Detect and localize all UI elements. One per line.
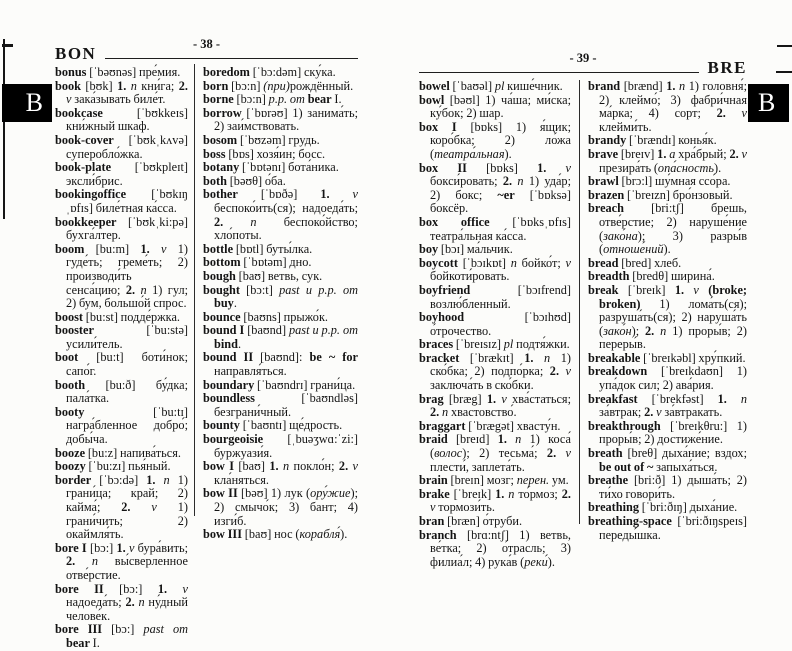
dictionary-entry: brazen [ˈbreɪzn] бро́нзовый. (588, 187, 733, 202)
dictionary-entry: boss [bɒs] хозя́ин; босс. (203, 146, 326, 161)
guide-word: BRE (707, 58, 747, 77)
dictionary-entry: bow II [bəʊ] 1) лук (ору́жие); 2) смычо́к; 3) бант; 4) изги́б. (203, 486, 358, 528)
dictionary-entry: breach [bri:tʃ] брешь, отве́рстие; 2) наруше́ние (зако́на); 3) разры́в (отноше́ний). (588, 201, 747, 257)
scan-artifact-dash (2, 44, 13, 47)
dictionary-entry: boyhood [ˈbɔɪhʊd] о́трочество. (419, 310, 571, 338)
dictionary-entry: bottom [ˈbɒtəm] дно. (203, 255, 312, 270)
dictionary-entry: bounce [baʊns] прыжо́к. (203, 309, 328, 324)
dictionary-entry: breath [breθ] дыха́ние; вздох; be out of ~ запыха́ться. (588, 446, 747, 474)
thumb-index-tab-left (2, 84, 52, 122)
dictionary-column (588, 80, 747, 542)
dictionary-entry: bough [baʊ] ветвь, сук. (203, 268, 323, 283)
dictionary-entry: bother [ˈbɒðə] 1. v беспоко́ить(ся); надоеда́ть; 2. n беспоко́йство; хло́поты. (203, 187, 358, 243)
dictionary-entry: bought [bɔ:t] past и p.p. от buy. (203, 282, 358, 311)
dictionary-entry: breathe [bri:ð] 1) дыша́ть; 2) ти́хо говори́ть. (588, 473, 747, 501)
header-rule (105, 58, 358, 59)
dictionary-column (419, 80, 571, 569)
dictionary-entry: botany [ˈbɒtənɪ] бота́ника. (203, 160, 339, 175)
thumb-index-tab-right (748, 84, 789, 122)
dictionary-entry: bread [bred] хлеб. (588, 255, 682, 270)
dictionary-entry: boozy [ˈbu:zɪ] пья́ный. (55, 459, 171, 474)
dictionary-entry: boundary [ˈbaʊndrɪ] грани́ца. (203, 377, 356, 392)
scan-artifact-dash (777, 45, 792, 47)
dictionary-entry: bore II [bɔ:] 1. v надоеда́ть; 2. n ну́дный челове́к. (55, 581, 189, 623)
page-number: - 38 - (192, 37, 221, 51)
dictionary-entry: boost [bu:st] подде́ржка. (55, 309, 180, 324)
dictionary-entry: book [bʊk] 1. n кни́га; 2. v зака́зывать биле́т. (55, 78, 188, 107)
column-divider (579, 80, 580, 524)
dictionary-entry: booth [bu:ð] бу́дка; пала́тка. (55, 377, 188, 406)
dictionary-entry: bookingoffice [ˈbʊkɪŋˌɒfɪs] биле́тная ка́сса. (55, 187, 188, 215)
dictionary-entry: bracket [ˈbrækɪt] 1. n 1) ско́бка; 2) подпо́рка; 2. v заключа́ть в ско́бки. (419, 350, 571, 393)
dictionary-entry: bookcase [ˈbʊkkeɪs] кни́жный шкаф. (55, 105, 188, 134)
dictionary-entry: braces [ˈbreɪsɪz] pl подтя́жки. (419, 337, 570, 352)
dictionary-entry: brag [bræg] 1. v хва́статься; 2. n хвастовство́. (419, 391, 571, 420)
dictionary-entry: brand [brænd] 1. n 1) головня́; 2) клеймо́; 3) фабри́чная ма́рка; 4) сорт; 2. v клейми́ть. (588, 79, 747, 134)
dictionary-entry: brake [ˈbreɪk] 1. n то́рмоз; 2. v тормози́ть. (419, 486, 571, 515)
dictionary-entry: breakdown [ˈbreɪkdaʊn] 1) упа́док сил; 2) ава́рия. (588, 364, 747, 393)
dictionary-entry: brawl [brɔ:l] шу́мная ссо́ра. (588, 174, 731, 189)
dictionary-entry: bosom [ˈbʊzəm] грудь. (203, 132, 320, 147)
dictionary-entry: boundless [ˈbaʊndləs] безграни́чный. (203, 391, 358, 419)
dictionary-page-39 (419, 51, 747, 569)
page-header (419, 51, 747, 77)
dictionary-entry: breakfast [ˈbrekfəst] 1. n за́втрак; 2. v за́втракать. (588, 391, 747, 420)
dictionary-entry: bottle [bɒtl] буты́лка. (203, 241, 313, 256)
header-rule (419, 72, 699, 73)
dictionary-entry: bourgeoisie [ˌbuəʒwɑ:ˈzi:] буржуази́я. (203, 432, 358, 460)
dictionary-entry: bow I [baʊ] 1. n покло́н; 2. v кла́няться. (203, 459, 359, 487)
dictionary-entry: brandy [ˈbrændɪ] конья́к. (588, 133, 717, 148)
dictionary-entry: bound I [baʊnd] past и p.p. от bind. (203, 323, 358, 351)
dictionary-entry: boyfriend [ˈbɔɪfrend] возлю́бленный. (419, 282, 571, 311)
dictionary-entry: book-cover [ˈbʊkˌkʌvə] суперобло́жка. (55, 132, 188, 161)
tab-letter: B (758, 88, 776, 117)
dictionary-entry: box II [bɒks] 1. v бокси́ровать; 2. n 1) уда́р; 2) бокс; ~er [ˈbɒksə] боксёр. (419, 160, 572, 216)
dictionary-entry: border [ˈbɔ:də] 1. n 1) грани́ца; край; 2) кайма́; 2. v 1) грани́чить; 2) окаймля́ть. (55, 472, 188, 542)
dictionary-entry: branch [brɑ:ntʃ] 1) ветвь, ве́тка; 2) о́трасль; 3) филиа́л; 4) рука́в (реки́). (419, 527, 571, 569)
dictionary-entry: bounty [ˈbaʊntɪ] ще́дрость. (203, 418, 343, 433)
scan-artifact-dash (776, 71, 792, 73)
dictionary-entry: bonus [ˈbəʊnəs] пре́мия. (55, 65, 181, 79)
dictionary-entry: bowel [ˈbaʊəl] pl кише́чник. (419, 79, 563, 93)
dictionary-entry: bore III [bɔ:] past от bear I. (55, 622, 189, 650)
dictionary-entry: brain [breɪn] мозг; перен. ум. (419, 473, 569, 488)
dictionary-entry: borrow [ˈbɒrəʊ] 1) занима́ть; 2) заи́мствовать. (203, 105, 358, 134)
dictionary-entry: boom [bu:m] 1. v 1) гуде́ть; греме́ть; 2) производи́ть сенса́цию; 2. n 1) гул; 2) бум, большо́й спрос. (55, 241, 188, 311)
column-divider (194, 64, 195, 516)
dictionary-entry: bow III [baʊ] нос (корабля́). (203, 527, 348, 542)
dictionary-entry: both [bəʊθ] о́ба. (203, 173, 286, 188)
dictionary-page-38 (55, 37, 359, 651)
dictionary-entry: borne [bɔ:n] p.p. от bear I. (203, 92, 342, 107)
dictionary-entry: bookkeeper [ˈbʊkˌki:pə] бухга́лтер. (55, 214, 188, 243)
dictionary-entry: braid [breɪd] 1. n 1) коса́ (волос); 2) тесьма́; 2. v плести́, заплета́ть. (419, 432, 571, 474)
page-edge-line (3, 39, 5, 219)
dictionary-entry: breakable [ˈbreɪkəbl] хру́пкий. (588, 350, 746, 365)
dictionary-entry: booster [ˈbu:stə] усили́тель. (55, 323, 188, 351)
dictionary-column (203, 66, 358, 542)
dictionary-entry: boycott [ˈbɔɪkɒt] n бойко́т; v бойкоти́ровать. (419, 255, 571, 284)
dictionary-entry: breakthrough [ˈbreɪkθru:] 1) проры́в; 2) достиже́ние. (588, 418, 747, 447)
page-header (55, 37, 358, 63)
dictionary-entry: breathing [ˈbri:ðɪŋ] дыха́ние. (588, 500, 738, 515)
dictionary-entry: breadth [bredθ] ширина́. (588, 269, 715, 284)
dictionary-entry: booze [bu:z] напива́ться. (55, 445, 181, 460)
dictionary-entry: book-plate [ˈbʊkpleɪt] эксли́брис. (55, 160, 188, 188)
dictionary-entry: breathing-space [ˈbri:ðɪŋspeɪs] переды́шка. (588, 514, 747, 542)
guide-word: BON (55, 44, 97, 63)
page-number: - 39 - (569, 51, 597, 65)
dictionary-entry: bran [bræn] о́труби. (419, 514, 523, 528)
page-columns (419, 80, 747, 569)
dictionary-entry: box I [bɒks] 1) я́щик; коро́бка; 2) ло́жа (театра́льная). (419, 119, 571, 161)
dictionary-entry: born [bɔ:n] (при)рождённый. (203, 78, 354, 93)
tab-letter: B (25, 88, 43, 117)
dictionary-column (55, 66, 188, 651)
dictionary-entry: box office [ˈbɒksˌɒfɪs] театра́льная ка́сса. (419, 214, 571, 243)
dictionary-entry: bore I [bɔ:] 1. v бура́вить; 2. n вы́сверленное отве́рстие. (55, 540, 189, 582)
page-columns (55, 66, 358, 651)
dictionary-entry: bowl [bəʊl] 1) ча́ша; ми́ска; ку́бок; 2) шар. (419, 92, 571, 121)
dictionary-entry: boy [bɔɪ] ма́льчик. (419, 242, 513, 257)
dictionary-entry: braggart [ˈbrægət] хвасту́н. (419, 418, 561, 433)
dictionary-entry: boot [bu:t] боти́нок; сапо́г. (55, 350, 188, 379)
dictionary-entry: brave [breɪv] 1. a хра́брый; 2. v презира́ть (опа́сность). (588, 146, 747, 175)
dictionary-entry: break [ˈbreɪk] 1. v (broke; broken) 1) лома́ть(ся); разруша́ть(ся); 2) наруша́ть (зако́н); 2. n 1) проры́в; 2) переры́в. (588, 282, 747, 352)
dictionary-entry: booty [ˈbu:tɪ] награ́бленное добро́; добы́ча. (55, 404, 188, 447)
dictionary-entry: boredom [ˈbɔ:dəm] ску́ка. (203, 65, 336, 79)
dictionary-entry: bound II [baʊnd]: be ~ for направля́ться. (203, 350, 358, 379)
